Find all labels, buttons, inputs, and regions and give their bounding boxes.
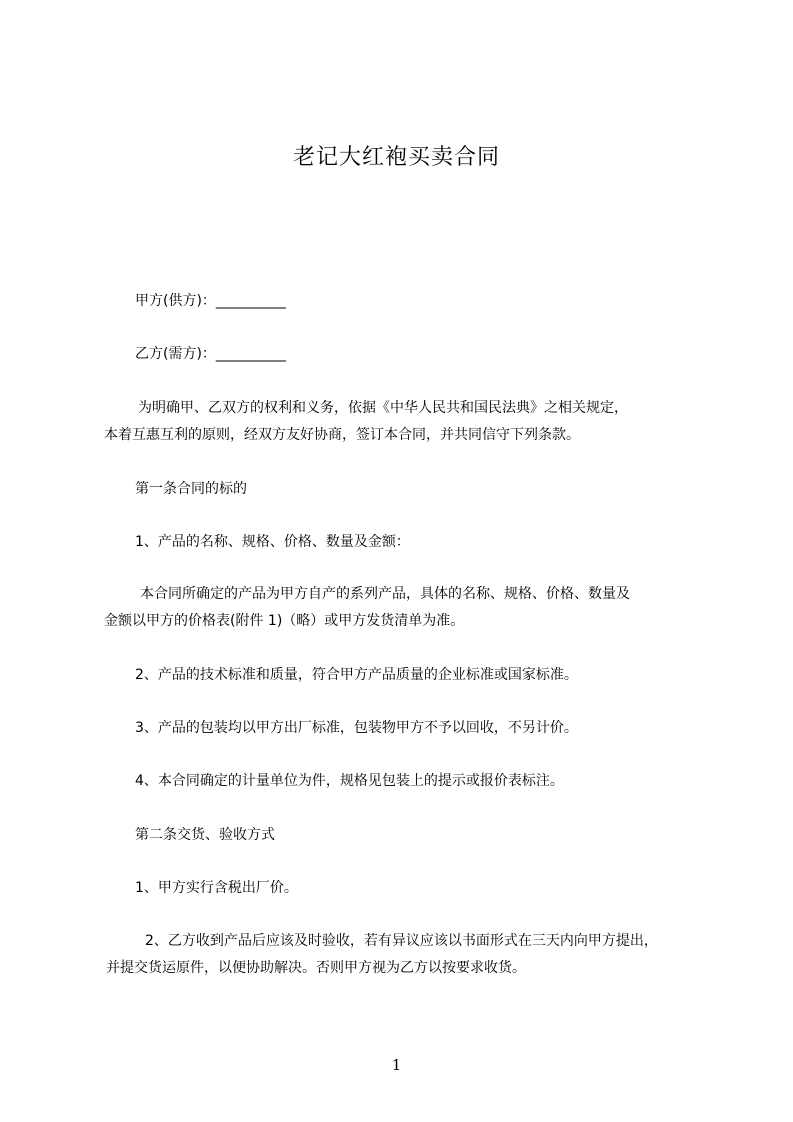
article-1-item-2: 2、产品的技术标准和质量，符合甲方产品质量的企业标准或国家标准。: [135, 667, 578, 683]
article-2-item-2-line-2: 并提交货运原件，以便协助解决。否则甲方视为乙方以按要求收货。: [106, 960, 526, 976]
article-2-heading: 第二条交货、验收方式: [135, 827, 275, 843]
article-1-item-1: 1、产品的名称、规格、价格、数量及金额：: [135, 534, 410, 550]
article-1-item-3: 3、产品的包装均以甲方出厂标准，包装物甲方不予以回收，不另计价。: [135, 720, 578, 736]
party-b-line: 乙方(需方)：__________: [135, 346, 286, 362]
article-1-item-1-detail-line-2: 金额以甲方的价格表(附件 1)（略）或甲方发货清单为准。: [104, 613, 465, 629]
article-2-item-1: 1、甲方实行含税出厂价。: [135, 880, 298, 896]
party-a-line: 甲方(供方)：__________: [135, 293, 286, 309]
page-number: 1: [391, 1056, 402, 1074]
article-1-heading: 第一条合同的标的: [135, 481, 247, 497]
article-2-item-2-line-1: 2、乙方收到产品后应该及时验收，若有异议应该以书面形式在三天内向甲方提出，: [145, 933, 658, 949]
article-1-item-1-detail-line-1: 本合同所确定的产品为甲方自产的系列产品，具体的名称、规格、价格、数量及: [140, 586, 630, 602]
page-title: 老记大红袍买卖合同: [292, 145, 500, 170]
intro-paragraph-line-2: 本着互惠互利的原则，经双方友好协商，签订本合同，并共同信守下列条款。: [104, 427, 580, 443]
intro-paragraph-line-1: 为明确甲、乙双方的权利和义务，依据《中华人民共和国民法典》之相关规定，: [138, 400, 628, 416]
article-1-item-4: 4、本合同确定的计量单位为件，规格见包装上的提示或报价表标注。: [135, 773, 564, 789]
